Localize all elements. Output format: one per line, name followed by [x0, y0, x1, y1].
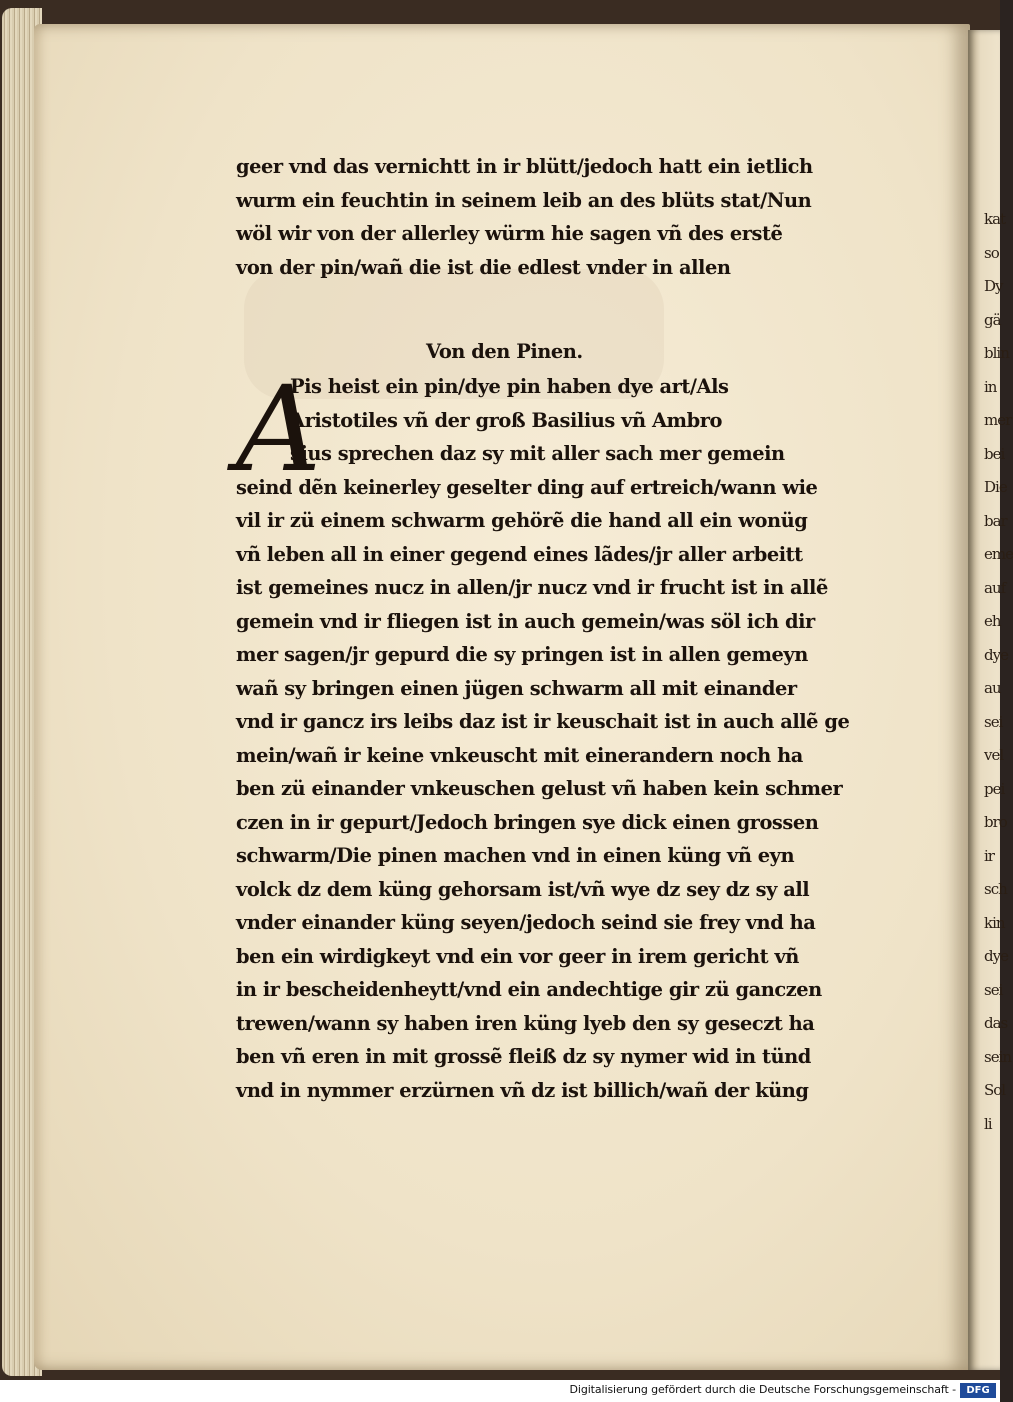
facing-page-fragment: eme: [984, 545, 1013, 563]
facing-page-fragment: Sol: [984, 1081, 1006, 1099]
drop-cap-initial: A: [236, 360, 321, 498]
facing-page-fragment: sei: [984, 980, 1003, 999]
text-line: wöl wir von der allerley würm hie sagen vñ des erstẽ: [236, 222, 783, 245]
text-line: sius sprechen daz sy mit aller sach mer gemein: [290, 442, 785, 465]
text-line: ben ein wirdigkeyt vnd ein vor geer in irem gericht vñ: [236, 944, 799, 968]
facing-page-fragment: vel: [984, 746, 1004, 764]
facing-page-fragment: sch: [984, 880, 1007, 898]
facing-page-fragment: pei: [984, 779, 1005, 798]
text-line: wañ sy bringen einen jügen schwarm all mit einander: [236, 676, 797, 700]
text-line: trewen/wann sy haben iren küng lyeb den sy geseczt ha: [236, 1011, 815, 1035]
text-line: vnd ir gancz irs leibs daz ist ir keuschait ist in auch allẽ ge: [236, 710, 850, 733]
text-line: in ir bescheidenheytt/vnd ein andechtige gir zü ganczen: [236, 978, 822, 1001]
facing-page-fragment: gä: [984, 310, 1001, 329]
section-body: [236, 360, 856, 1107]
text-line: wurm ein feuchtin in seinem leib an des blüts stat/Nun: [236, 188, 812, 212]
text-line: mein/wañ ir keine vnkeuscht mit einerandern noch ha: [236, 743, 803, 767]
facing-page-fragment: ir: [984, 846, 994, 865]
text-line: Pis heist ein pin/dye pin haben dye art/Als: [290, 375, 729, 398]
facing-page-fragment: blin: [984, 344, 1009, 362]
facing-page-fragment: au: [984, 679, 1001, 697]
text-line: von der pin/wañ die ist die edlest vnder in allen: [236, 255, 731, 279]
text-line: volck dz dem küng gehorsam ist/vñ wye dz sey dz sy all: [236, 877, 810, 901]
text-line: ben vñ eren in mit grossẽ fleiß dz sy nymer wid in tünd: [236, 1045, 811, 1068]
text-line: czen in ir gepurt/Jedoch bringen sye dick einen grossen: [236, 810, 819, 834]
facing-page-fragment: in: [984, 377, 997, 396]
facing-page-fragment: Dy: [984, 277, 1003, 295]
facing-page-fragment: Die: [984, 478, 1007, 496]
facing-page-fragment: dye: [984, 947, 1008, 965]
facing-page-strip: [968, 30, 1013, 1370]
text-line: Aristotiles vñ der groß Basilius vñ Ambro: [290, 408, 722, 432]
text-line: vñ leben all in einer gegend eines lãdes/jr aller arbeitt: [236, 542, 803, 566]
facing-page-fragment: sein: [984, 1047, 1012, 1066]
text-line: geer vnd das vernichtt in ir blütt/jedoch hatt ein ietlich: [236, 155, 813, 178]
facing-page-fragment: mer: [984, 411, 1012, 429]
text-line: ist gemeines nucz in allen/jr nucz vnd ir frucht ist in allẽ: [236, 576, 828, 599]
text-line: gemein vnd ir fliegen ist in auch gemein/was söl ich dir: [236, 609, 815, 633]
text-line: vnder einander küng seyen/jedoch seind sie frey vnd ha: [236, 911, 816, 934]
text-line: vil ir zü einem schwarm gehörẽ die hand all ein wonüg: [236, 509, 808, 532]
facing-page-fragment: eh: [984, 612, 1001, 630]
facing-page-fragment: auf: [984, 578, 1006, 597]
text-line: ben zü einander vnkeuschen gelust vñ haben kein schmer: [236, 777, 843, 800]
text-line: seind dẽn keinerley geselter ding auf ertreich/wann wie: [236, 475, 818, 499]
funding-credit: Digitalisierung gefördert durch die Deutsche Forschungsgemeinschaft -: [569, 1383, 956, 1396]
digitization-footer: [0, 1380, 1000, 1402]
dfg-logo: DFG: [960, 1383, 996, 1398]
facing-page-fragment: sei: [984, 712, 1003, 731]
facing-page-fragment: kin: [984, 913, 1005, 932]
facing-page-fragment: bei: [984, 444, 1005, 463]
facing-page-fragment: bar: [984, 511, 1007, 530]
page-text: [236, 150, 856, 1107]
intro-paragraph: [236, 150, 856, 284]
facing-page-fragment: bro: [984, 813, 1007, 831]
facing-page-fragment: so: [984, 243, 999, 262]
facing-page-fragment: das: [984, 1014, 1008, 1032]
text-line: schwarm/Die pinen machen vnd in einen küng vñ eyn: [236, 844, 795, 867]
facing-page-fragment: kat: [984, 210, 1006, 228]
text-line: mer sagen/jr gepurd die sy pringen ist in allen gemeyn: [236, 643, 808, 666]
text-line: vnd in nymmer erzürnen vñ dz ist billich/wañ der küng: [236, 1078, 809, 1102]
facing-page-fragment: dye: [984, 645, 1008, 664]
facing-page-fragment: li: [984, 1114, 992, 1133]
section-heading: Von den Pinen.: [426, 340, 583, 363]
